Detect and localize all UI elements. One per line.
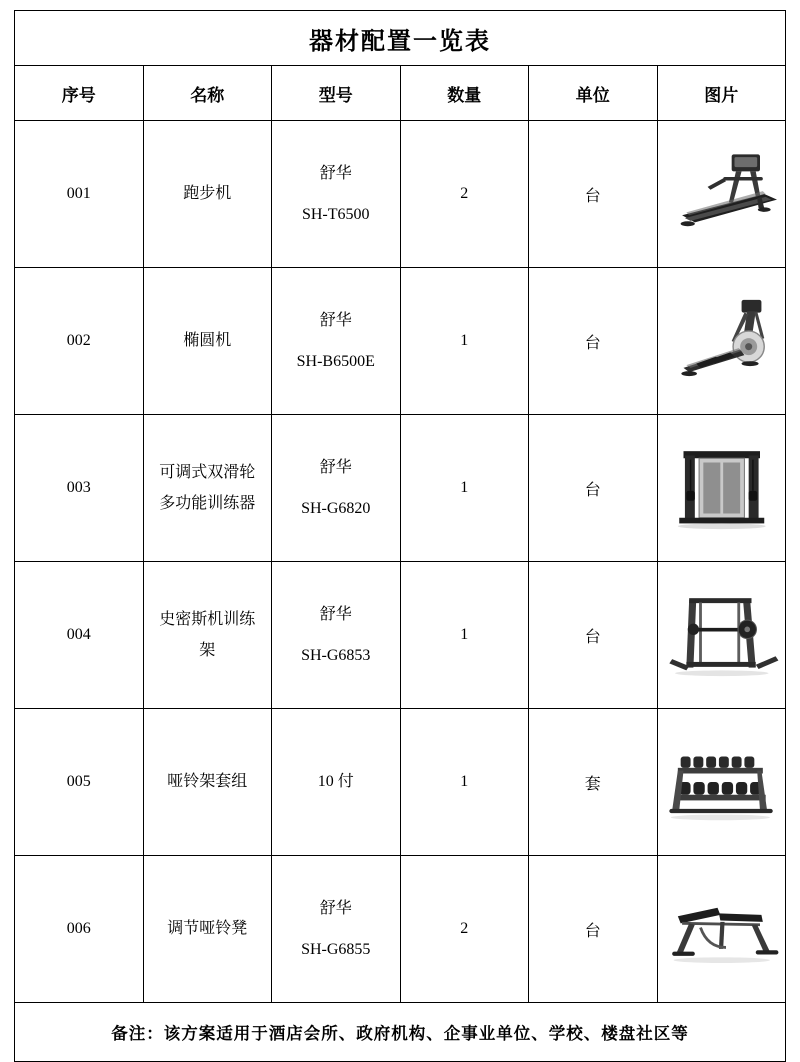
table-note-row xyxy=(15,1003,786,1062)
cell-model-code: 10 付 xyxy=(317,773,354,791)
column-header-name: 名称 xyxy=(143,66,272,121)
cell-model-code: SH-G6853 xyxy=(301,647,371,664)
column-header-seq: 序号 xyxy=(15,66,144,121)
table-row xyxy=(15,415,786,562)
cell-model xyxy=(272,562,401,709)
cell-seq: 004 xyxy=(15,562,144,709)
adjustable-bench-photo xyxy=(658,859,786,999)
cell-quantity: 1 xyxy=(400,562,529,709)
page-title: 器材配置一览表 xyxy=(15,11,786,66)
table-row xyxy=(15,268,786,415)
table-row xyxy=(15,562,786,709)
table-header-row xyxy=(15,66,786,121)
cell-model-brand: 舒华 xyxy=(319,311,352,329)
cell-quantity: 2 xyxy=(400,856,529,1003)
dumbbell-rack-photo xyxy=(658,712,786,852)
cell-model-brand: 舒华 xyxy=(319,164,352,182)
cell-image xyxy=(657,268,786,415)
cell-name xyxy=(143,709,272,856)
table-row xyxy=(15,856,786,1003)
cell-image xyxy=(657,856,786,1003)
cell-name-line1: 可调式双滑轮 xyxy=(159,463,256,481)
cell-image xyxy=(657,415,786,562)
cell-quantity: 2 xyxy=(400,121,529,268)
cell-name xyxy=(143,562,272,709)
cell-quantity: 1 xyxy=(400,268,529,415)
column-header-quantity: 数量 xyxy=(400,66,529,121)
column-header-image: 图片 xyxy=(657,66,786,121)
cell-unit: 台 xyxy=(529,856,658,1003)
cell-name-text: 椭圆机 xyxy=(183,332,232,350)
cell-name xyxy=(143,415,272,562)
cell-image xyxy=(657,562,786,709)
smith-machine-photo xyxy=(658,565,786,705)
cell-model-brand: 舒华 xyxy=(319,458,352,476)
cell-name-line2: 架 xyxy=(199,642,216,659)
cell-unit: 套 xyxy=(529,709,658,856)
cell-seq: 005 xyxy=(15,709,144,856)
cell-model xyxy=(272,268,401,415)
elliptical-photo xyxy=(658,271,786,411)
cell-model-brand: 舒华 xyxy=(319,605,352,623)
cell-seq: 003 xyxy=(15,415,144,562)
cell-model xyxy=(272,121,401,268)
note-text: 备注：该方案适用于酒店会所、政府机构、企事业单位、学校、楼盘社区等 xyxy=(15,1003,786,1062)
cell-unit: 台 xyxy=(529,562,658,709)
cell-name xyxy=(143,268,272,415)
cell-model-code: SH-G6820 xyxy=(301,500,371,517)
cell-seq: 001 xyxy=(15,121,144,268)
cell-model-code: SH-B6500E xyxy=(296,353,375,370)
cell-name-line2: 多功能训练器 xyxy=(159,495,256,512)
cell-seq: 002 xyxy=(15,268,144,415)
cell-name xyxy=(143,121,272,268)
equipment-configuration-table xyxy=(14,10,786,1062)
cell-name xyxy=(143,856,272,1003)
cell-quantity: 1 xyxy=(400,709,529,856)
cell-image xyxy=(657,121,786,268)
table-row xyxy=(15,709,786,856)
cell-image xyxy=(657,709,786,856)
cell-name-line1: 史密斯机训练 xyxy=(159,610,256,628)
cell-model xyxy=(272,415,401,562)
cell-unit: 台 xyxy=(529,121,658,268)
cell-seq: 006 xyxy=(15,856,144,1003)
cell-name-text: 跑步机 xyxy=(183,185,232,203)
cell-name-text: 调节哑铃凳 xyxy=(167,920,248,938)
column-header-unit: 单位 xyxy=(529,66,658,121)
cell-model xyxy=(272,709,401,856)
cell-model-code: SH-G6855 xyxy=(301,941,371,958)
cell-unit: 台 xyxy=(529,415,658,562)
table-title-row xyxy=(15,11,786,66)
treadmill-photo xyxy=(658,124,786,264)
cell-model xyxy=(272,856,401,1003)
cell-model-code: SH-T6500 xyxy=(301,206,370,223)
dual-pulley-trainer-photo xyxy=(658,418,786,558)
column-header-model: 型号 xyxy=(272,66,401,121)
cell-unit: 台 xyxy=(529,268,658,415)
cell-model-brand: 舒华 xyxy=(319,899,352,917)
cell-quantity: 1 xyxy=(400,415,529,562)
table-row xyxy=(15,121,786,268)
cell-name-text: 哑铃架套组 xyxy=(167,773,248,791)
